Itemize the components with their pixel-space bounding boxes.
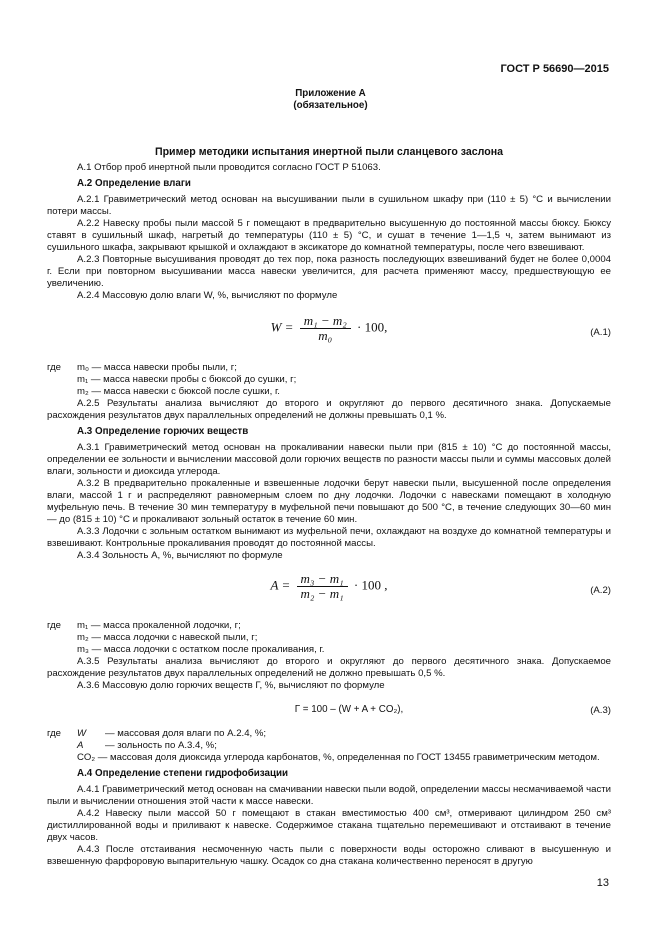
definition: m₁ — масса прокаленной лодочки, г;: [77, 620, 241, 631]
where-block-a3: [47, 728, 611, 740]
formula-denominator: m₀: [318, 328, 333, 343]
formula-lhs: A =: [270, 577, 291, 593]
standard-number-header: ГОСТ Р 56690—2015: [500, 63, 609, 75]
paragraph-a2-5: А.2.5 Результаты анализа вычисляют до второго и округляют до первого десятичного знака. Допускаемые расхождения результатов двух параллельных определений не должны превышать 0,1 %.: [47, 398, 611, 421]
paragraph-a3-6: А.3.6 Массовую долю горючих веществ Г, %, вычисляют по формуле: [77, 680, 385, 691]
formula-expression: Г = 100 – (W + A + CO₂),: [294, 704, 404, 715]
definition: m₂ — масса лодочки с навеской пыли, г;: [77, 632, 258, 643]
paragraph-a3-4: А.3.4 Зольность A, %, вычисляют по формуле: [77, 550, 283, 561]
formula-a2: [47, 568, 611, 614]
formula-a3: [47, 700, 611, 722]
formula-denominator: m₂ − m₁: [300, 586, 344, 601]
paragraph-a2-1: А.2.1 Гравиметрический метод основан на высушивании пыли в сушильном шкафу при (110 ± 5) °С и вычислении потери массы.: [47, 194, 611, 217]
paragraph-a4-2: А.4.2 Навеску пыли массой 50 г помещают в стакан вместимостью 400 см³, отмеривают цилиндром 250 см³ дистиллированной воды и приливают к навеске. Содержимое стакана тщательно перемешивают и отстаивают в течение двух часов.: [47, 808, 611, 843]
where-block-a2: [47, 620, 611, 632]
formula-number: (А.1): [590, 327, 611, 338]
where-label: где: [47, 620, 62, 631]
paragraph-a2-3: А.2.3 Повторные высушивания проводят до тех пор, пока разность последующих взвешиваний будет не более 0,0004 г. Если при повторном высушивании масса навески увеличится, для расчета применяют массу, предшествующую ее увеличению.: [47, 254, 611, 289]
paragraph-a4-1: А.4.1 Гравиметрический метод основан на смачивании навески пыли водой, определении массы несмачиваемой части пыли и вычислении отношения этой части к массе навески.: [47, 784, 611, 807]
section-heading-a3: А.3 Определение горючих веществ: [77, 426, 249, 437]
definition: — массовая доля влаги по А.2.4, %;: [105, 728, 267, 739]
appendix-status: (обязательное): [293, 100, 368, 111]
symbol: A: [77, 740, 84, 751]
definition: m₃ — масса лодочки с остатком после прокаливания, г.: [77, 644, 325, 655]
formula-lhs: W =: [270, 319, 294, 335]
formula-rhs: · 100,: [357, 319, 388, 335]
document-title: Пример методики испытания инертной пыли сланцевого заслона: [154, 146, 504, 158]
appendix-title: Приложение А: [295, 88, 366, 99]
appendix-heading: [0, 88, 661, 112]
section-heading-a2: А.2 Определение влаги: [77, 178, 191, 189]
paragraph-a2-4: А.2.4 Массовую долю влаги W, %, вычисляют по формуле: [77, 290, 338, 301]
paragraph-a4-3: А.4.3 После отстаивания несмоченную часть пыли с поверхности воды осторожно сливают в высушенную и взвешенную фарфоровую выпарительную чашку. Осадок со дна стакана количественно переносят в другую: [47, 844, 611, 867]
definition-row: [77, 740, 611, 752]
document-body: [47, 146, 611, 868]
paragraph-a1: А.1 Отбор проб инертной пыли проводится согласно ГОСТ Р 51063.: [77, 162, 381, 173]
where-block-a1: [47, 362, 611, 374]
formula-a1: [47, 310, 611, 356]
symbol: W: [77, 728, 87, 739]
paragraph-a3-2: А.3.2 В предварительно прокаленные и взвешенные лодочки берут навески пыли, высушенной после определения влаги, массой 1 г и распределяют равномерным слоем по дну лодочки. Лодочки с навесками помещают в холодную муфельную печь. В течение 30 мин температуру в муфельной печи повышают до 500 °С, в течение следующих 30—60 мин — до (815 ± 10) °С и прокаливают зольный остаток в течение 60 мин.: [47, 478, 611, 525]
section-heading-a4: А.4 Определение степени гидрофобизации: [77, 768, 289, 779]
definition: m₀ — масса навески пробы пыли, г;: [77, 362, 237, 373]
formula-rhs: · 100 ,: [353, 577, 388, 593]
formula-numerator: m₁ − m₂: [300, 314, 351, 329]
page-number: 13: [596, 877, 609, 889]
paragraph-a3-5: А.3.5 Результаты анализа вычисляют до второго и округляют до первого десятичного знака. Допускаемое расхождение результатов двух параллельных определений не должно превышать 0,5 %.: [47, 656, 611, 679]
definition: — зольность по А.3.4, %;: [105, 740, 217, 751]
formula-number: (А.3): [590, 705, 611, 716]
definition: m₂ — масса навески с бюксой после сушки, г.: [77, 386, 280, 397]
paragraph-a3-1: А.3.1 Гравиметрический метод основан на прокаливании навески пыли при (815 ± 10) °С до постоянной массы, определении ее зольности и вычислении массовой доли горючих веществ по разности массы пыли и суммы массовых долей влаги, зольности и диоксида углерода.: [47, 442, 611, 477]
formula-numerator: m₃ − m₁: [297, 572, 348, 587]
paragraph-a3-3: А.3.3 Лодочки с зольным остатком вынимают из муфельной печи, охлаждают на воздухе до комнатной температуры и взвешивают. Контрольные прокаливания проводят до постоянной массы.: [47, 526, 611, 549]
where-label: где: [47, 362, 62, 373]
formula-number: (А.2): [590, 585, 611, 596]
definition-co2: CO₂ — массовая доля диоксида углерода карбонатов, %, определенная по ГОСТ 13455 гравиметрическим методом.: [77, 752, 600, 763]
paragraph-a2-2: А.2.2 Навеску пробы пыли массой 5 г помещают в предварительно высушенную до постоянной массы бюксу. Бюксу ставят в сушильный шкаф, нагретый до температуры (110 ± 5) °С, и сушат в течение 1—1,5 ч, затем вынимают из сушильного шкафа, закрывают крышкой и охлаждают в эксикаторе до комнатной температуры, после чего взвешивают.: [47, 218, 611, 253]
where-label: где: [47, 728, 62, 739]
definition: m₁ — масса навески пробы с бюксой до сушки, г;: [77, 374, 297, 385]
